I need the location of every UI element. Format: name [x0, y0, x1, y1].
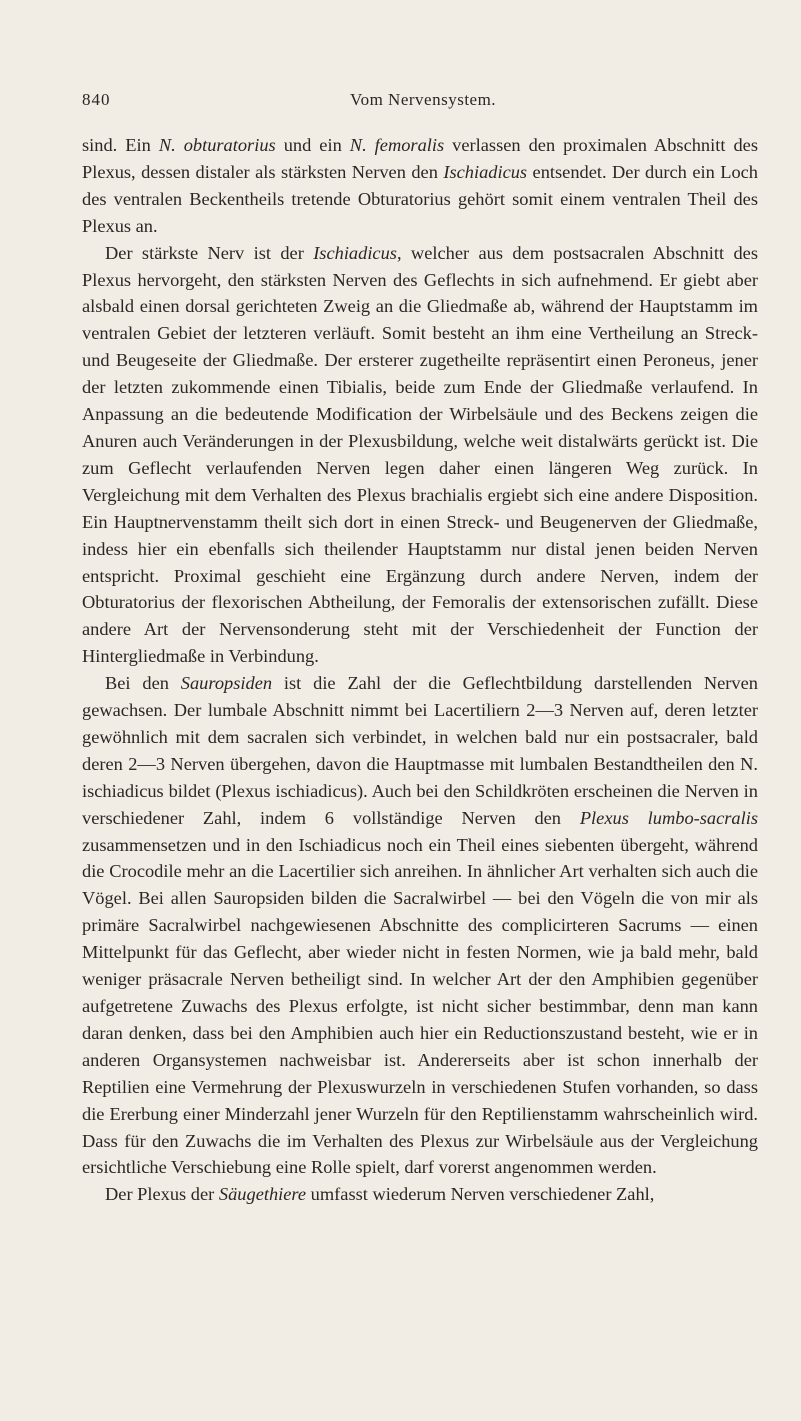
italic-term: Säugethiere: [218, 1184, 307, 1205]
running-title: Vom Nervensystem.: [350, 90, 497, 109]
text-run: und ein: [275, 135, 350, 155]
italic-term: Ischiadicus: [443, 161, 528, 182]
text-run: Der stärkste Nerv ist der: [105, 242, 314, 263]
text-run: zusammensetzen und in den Ischiadicus noch ein Theil eines siebenten übergeht, während die Crocodile mehr an die Lacertilier sich anreihen. In ähnlicher Art verhalten sich auch die Vögel. Bei allen Sauropsiden bilden die Sacralwirbel — bei den Vögeln die von mir als primäre Sacralwirbel nachgewiesenen Abschnitte des complicirteren Sacrums — einen Mittelpunkt für das Geflecht, aber wieder nicht in festen Normen, wie ja bald mehr, bald weniger präsacrale Nerven betheiligt sind. In welcher Art der den Amphibien gegenüber aufgetretene Zuwachs des Plexus erfolgte, ist nicht sicher bestimmbar, denn man kann daran denken, dass bei den Amphibien auch hier ein Reductionszustand besteht, wie er in anderen Organsystemen nachweisbar ist. Andererseits aber ist schon innerhalb der Reptilien eine Vermehrung der Plexuswurzeln in verschiedenen Stufen vorhanden, so dass die Ererbung einer Minderzahl jener Wurzeln für den Reptilienstamm wahrscheinlich wird. Dass für den Zuwachs die im Verhalten des Plexus zur Wirbelsäule aus der Vergleichung ersichtliche Verschiebung eine Rolle spielt, darf vorerst angenommen werden.: [82, 834, 758, 1178]
text-run: entsendet. Der durch ein Loch des ventralen Beckentheils tretende Obturatorius gehört somit einem ventralen Theil des Plexus an.: [82, 161, 759, 236]
page-number: 840: [82, 90, 111, 109]
paragraph-4: [82, 1181, 758, 1208]
text-run: sind. Ein: [82, 135, 159, 155]
paragraph-1: [82, 132, 758, 240]
text-run: ist die Zahl der die Geflechtbildung darstellenden Nerven gewachsen. Der lumbale Abschnitt nimmt bei Lacertiliern 2—3 Nerven auf, deren letzter gewöhnlich mit dem sacralen sich verbindet, in welchen bald nur ein postsacraler, bald deren 2—3 Nerven übergehen, davon die Hauptmasse mit lumbalen Bestandtheilen den N. ischiadicus bildet (Plexus ischiadicus). Auch bei den Schildkröten erscheinen die Nerven in verschiedener Zahl, indem 6 vollständige Nerven den: [82, 673, 758, 828]
text-run: verlassen den proximalen Abschnitt des Plexus, dessen distaler als stärksten Nerven den: [82, 135, 758, 182]
paragraph-2: [82, 240, 758, 671]
body-text: [82, 132, 758, 1208]
running-head: [82, 90, 761, 120]
text-run: Bei den: [105, 673, 181, 694]
italic-term: Sauropsiden: [180, 673, 273, 694]
text-run: umfasst wiederum Nerven verschiedener Zahl,: [306, 1184, 655, 1205]
italic-term: Plexus lumbo-sacralis: [579, 807, 759, 828]
italic-term: N. femoralis: [349, 135, 445, 155]
text-run: , welcher aus dem postsacralen Abschnitt des Plexus hervorgeht, den stärksten Nerven des Geflechts in sich aufnehmend. Er giebt aber alsbald einen dorsal gerichteten Zweig an die Gliedmaße ab, während der Hauptstamm im ventralen Gebiet der letzteren verläuft. Somit besteht an ihm eine Vertheilung an Streck- und Beugeseite der Gliedmaße. Der ersterer zugetheilte repräsentirt einen Peroneus, jener der letzten zukommende einen Tibialis, beide zum Ende der Gliedmaße verlaufend. In Anpassung an die bedeutende Modification der Wirbelsäule und des Beckens zeigen die Anuren auch Veränderungen in der Plexusbildung, welche weit distalwärts gerückt ist. Die zum Geflecht verlaufenden Nerven legen daher einen längeren Weg zurück. In Vergleichung mit dem Verhalten des Plexus brachialis ergiebt sich eine andere Disposition. Ein Hauptnervenstamm theilt sich dort in einen Streck- und Beugenerven der Gliedmaße, indess hier ein ebenfalls sich theilender Hauptstamm nur distal jenen beiden Nerven entspricht. Proximal geschieht eine Ergänzung durch andere Nerven, indem der Obturatorius der flexorischen Abtheilung, der Femoralis der extensorischen zufällt. Diese andere Art der Nervensonderung steht mit der Verschiedenheit der Function der Hintergliedmaße in Verbindung.: [82, 242, 759, 667]
italic-term: N. obturatorius: [158, 135, 276, 155]
italic-term: Ischiadicus: [313, 242, 397, 263]
text-run: Der Plexus der: [105, 1184, 219, 1205]
book-page: [0, 90, 801, 1421]
paragraph-3: [82, 670, 758, 1181]
